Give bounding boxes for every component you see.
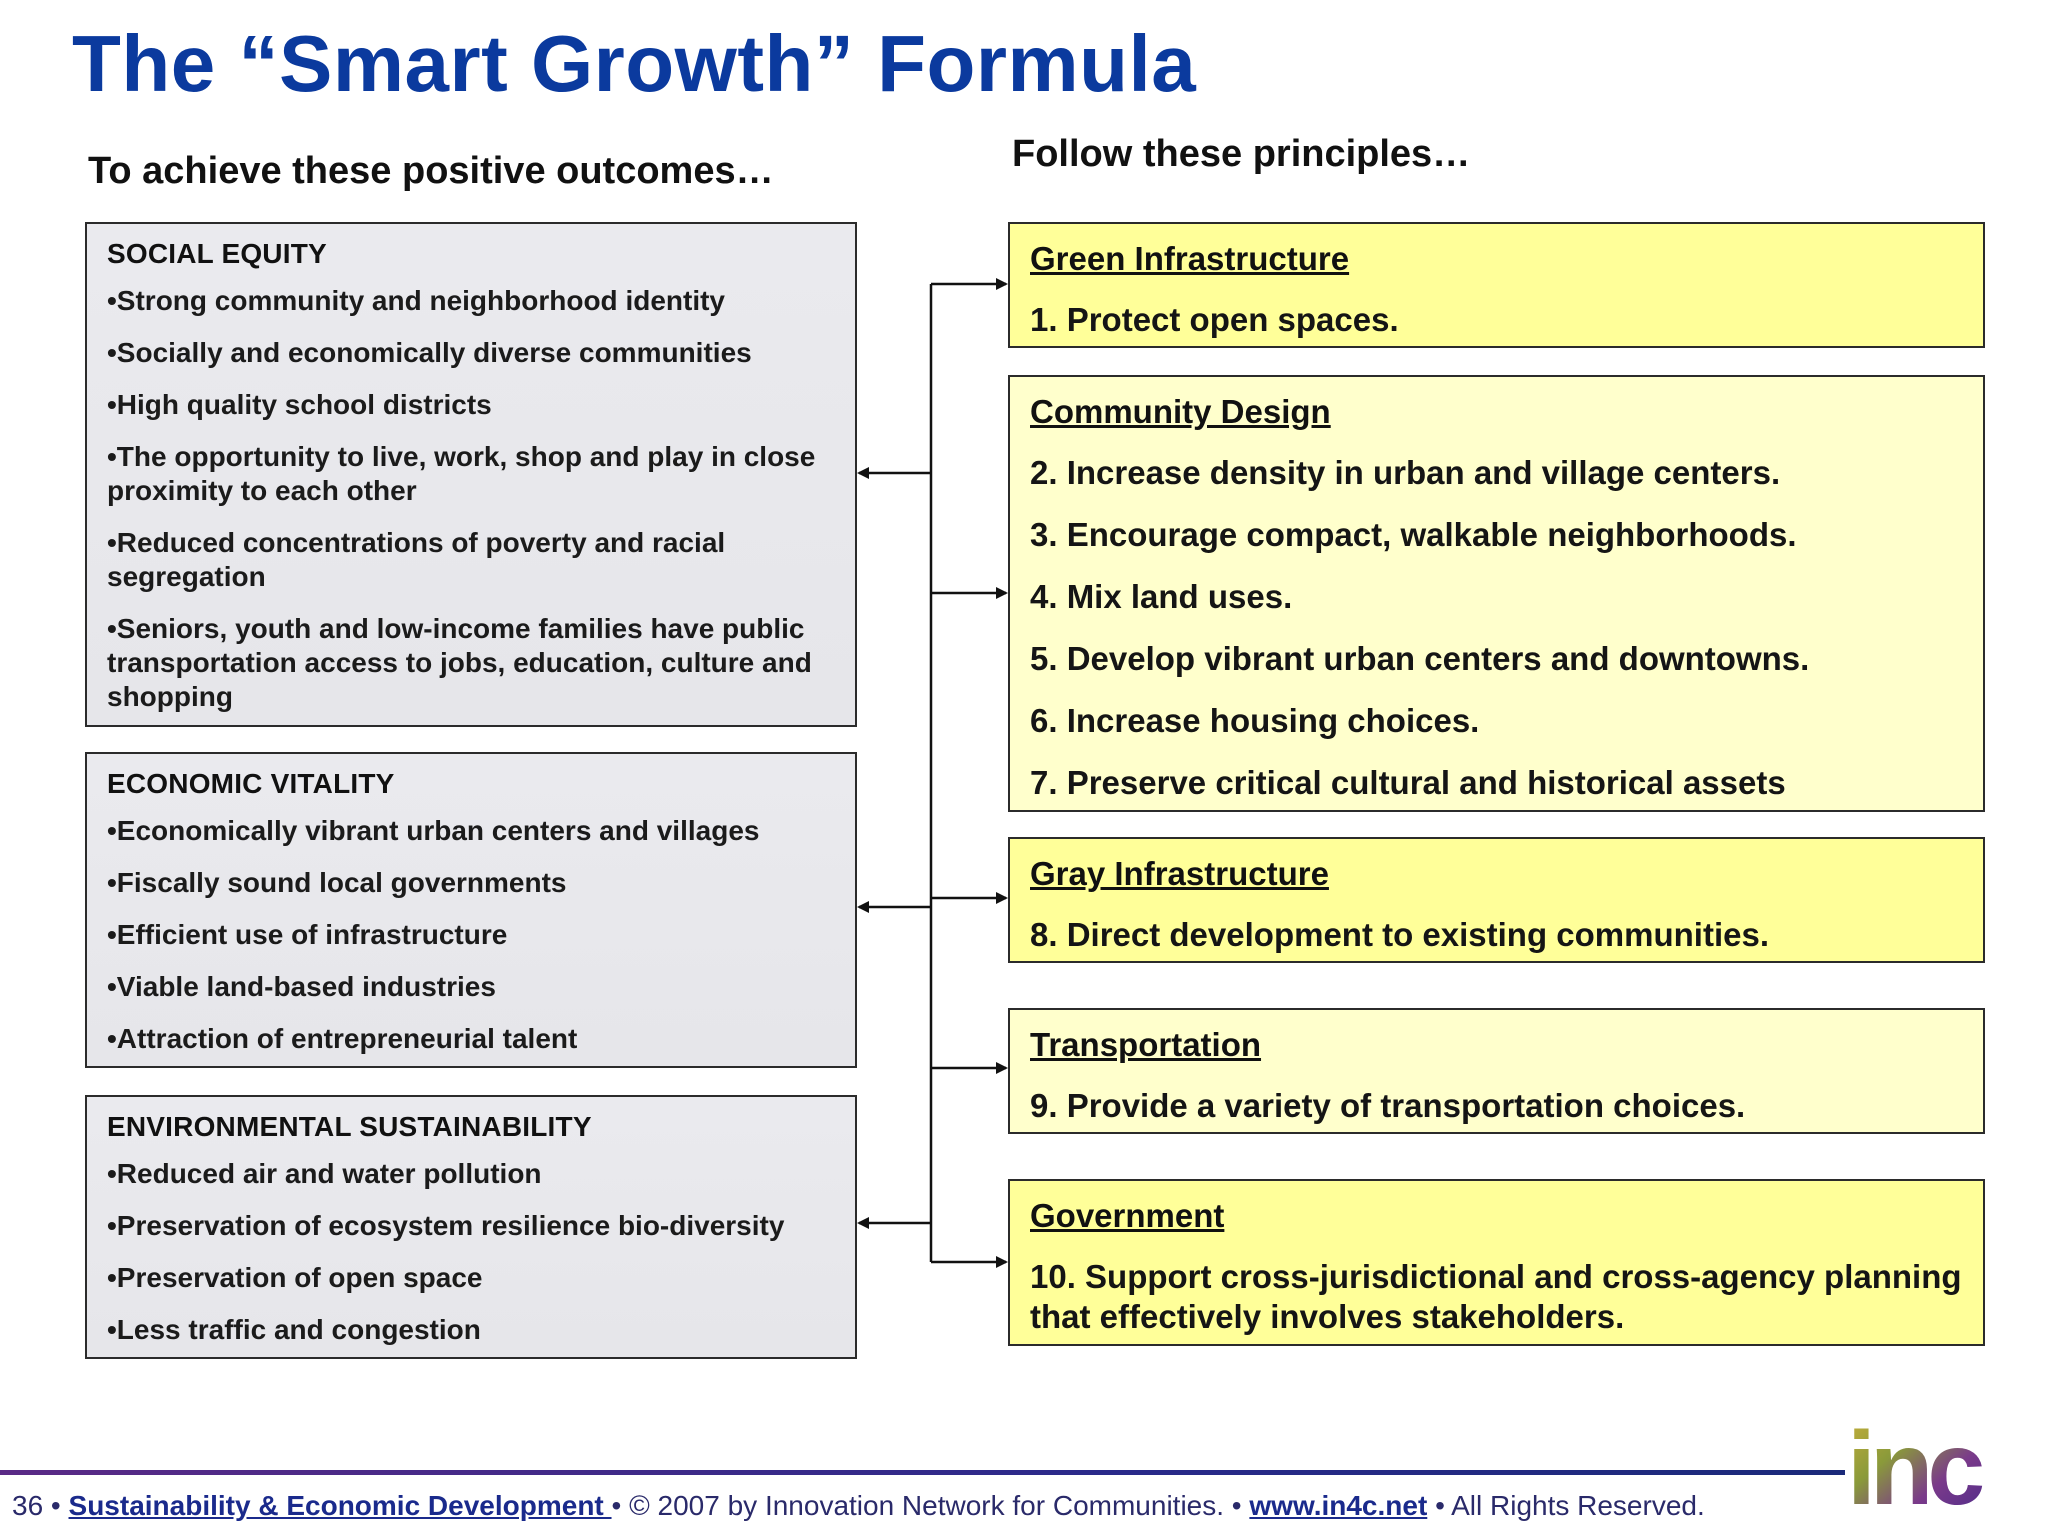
principle-box-gray-infrastructure [1008,837,1985,963]
slide-title: The “Smart Growth” Formula [72,19,1197,108]
outcome-category: SOCIAL EQUITY [107,238,327,269]
section-link[interactable]: Sustainability & Economic Development [68,1490,612,1521]
outcome-category: ECONOMIC VITALITY [107,768,395,799]
principle-title: Community Design [1030,393,1331,430]
outcome-item: •Reduced air and water pollution [107,1158,542,1189]
outcome-item: •Efficient use of infrastructure [107,919,508,950]
svg-text:inc: inc [1847,1418,1980,1518]
outcome-item: •High quality school districts [107,389,492,420]
outcome-item: •The opportunity to live, work, shop and play in close proximity to each other [107,441,816,506]
principle-item: 7. Preserve critical cultural and historical assets [1030,764,1786,801]
principle-item: 2. Increase density in urban and village centers. [1030,454,1781,491]
principle-title: Transportation [1030,1026,1262,1063]
outcome-item: •Preservation of ecosystem resilience bio-diversity [107,1210,785,1241]
principle-item: 4. Mix land uses. [1030,578,1293,615]
outcome-box-environmental-sustainability [85,1095,857,1359]
page-number: 36 • [12,1490,61,1521]
outcome-item: •Strong community and neighborhood identity [107,285,725,316]
principle-title: Government [1030,1197,1225,1234]
outcome-item: •Seniors, youth and low-income families have public transportation access to jobs, education, culture and shopping [107,613,812,712]
principle-title: Gray Infrastructure [1030,855,1329,892]
principle-box-government [1008,1179,1985,1346]
outcome-item: •Viable land-based industries [107,971,496,1002]
outcomes-heading: To achieve these positive outcomes… [88,150,774,192]
outcome-item: •Attraction of entrepreneurial talent [107,1023,578,1054]
principle-title: Green Infrastructure [1030,240,1350,277]
principle-item: 10. Support cross-jurisdictional and cross-agency planning that effectively involves stakeholders. [1030,1258,1962,1335]
principle-box-community-design [1008,375,1985,812]
footer-divider [0,1470,1845,1475]
inc-logo [1845,1418,2045,1518]
outcome-item: •Less traffic and congestion [107,1314,481,1345]
outcome-item: •Preservation of open space [107,1262,483,1293]
principle-item: 6. Increase housing choices. [1030,702,1480,739]
footer [12,1490,1705,1522]
outcome-item: •Economically vibrant urban centers and villages [107,815,760,846]
outcome-item: •Reduced concentrations of poverty and racial segregation [107,527,726,592]
principle-item: 8. Direct development to existing communities. [1030,916,1770,953]
website-link[interactable]: www.in4c.net [1249,1490,1428,1521]
principle-item: 9. Provide a variety of transportation choices. [1030,1087,1746,1124]
copyright-text: • © 2007 by Innovation Network for Communities. • [611,1490,1242,1521]
outcome-box-social-equity [85,222,857,727]
principle-box-transportation [1008,1008,1985,1134]
outcome-box-economic-vitality [85,752,857,1068]
outcome-item: •Socially and economically diverse communities [107,337,752,368]
principle-item: 5. Develop vibrant urban centers and downtowns. [1030,640,1810,677]
principle-item: 3. Encourage compact, walkable neighborhoods. [1030,516,1797,553]
rights-text: • All Rights Reserved. [1435,1490,1705,1521]
principles-heading: Follow these principles… [1012,133,1471,175]
principle-item: 1. Protect open spaces. [1030,301,1399,338]
outcome-item: •Fiscally sound local governments [107,867,567,898]
outcome-category: ENVIRONMENTAL SUSTAINABILITY [107,1111,592,1142]
principle-box-green-infrastructure [1008,222,1985,348]
